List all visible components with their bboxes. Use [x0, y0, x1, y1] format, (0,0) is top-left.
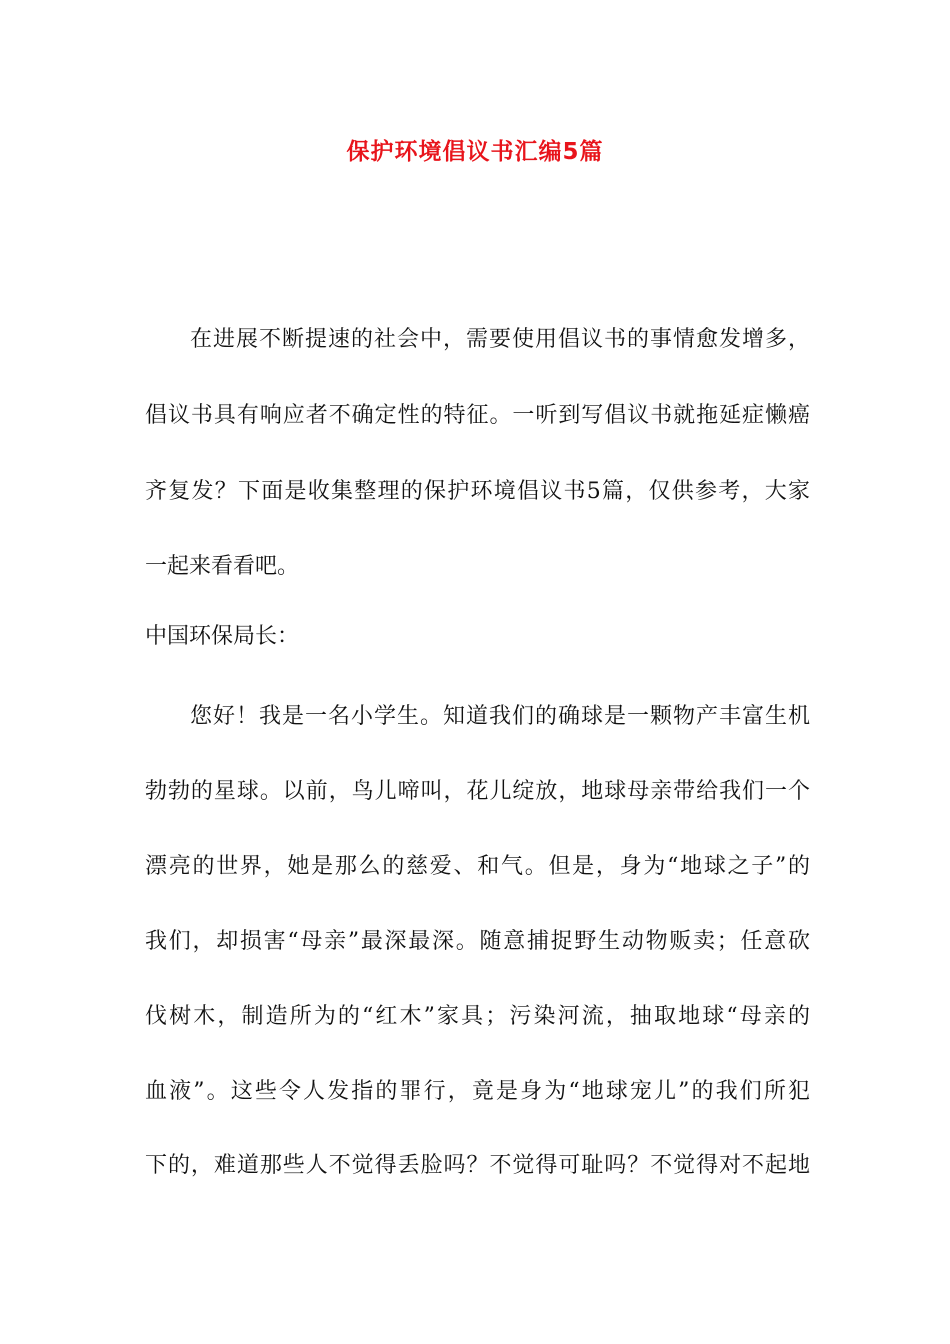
paragraph-line: 伐树木，制造所为的“红木”家具；污染河流，抽取地球“母亲的: [145, 1004, 810, 1029]
paragraph-line: 血液”。这些令人发指的罪行，竟是身为“地球宠儿”的我们所犯: [145, 1079, 810, 1104]
document-title: 保护环境倡议书汇编5篇: [346, 139, 604, 165]
paragraph-line: 倡议书具有响应者不确定性的特征。一听到写倡议书就拖延症懒癌: [145, 403, 810, 428]
paragraph-line: 我们，却损害“母亲”最深最深。随意捕捉野生动物贩卖；任意砍: [145, 929, 810, 954]
paragraph-line: 在进展不断提速的社会中，需要使用倡议书的事情愈发增多，: [190, 327, 810, 352]
paragraph-line: 您好！我是一名小学生。知道我们的确球是一颗物产丰富生机: [190, 704, 810, 729]
paragraph-line: 齐复发？下面是收集整理的保护环境倡议书5篇，仅供参考，大家: [145, 479, 810, 504]
paragraph-line: 漂亮的世界，她是那么的慈爱、和气。但是，身为“地球之子”的: [145, 854, 810, 879]
paragraph-line: 勃勃的星球。以前，鸟儿啼叫，花儿绽放，地球母亲带给我们一个: [145, 779, 810, 804]
salutation-line: 中国环保局长：: [145, 624, 300, 649]
paragraph-line: 一起来看看吧。: [145, 554, 300, 579]
paragraph-line: 下的，难道那些人不觉得丢脸吗？不觉得可耻吗？不觉得对不起地: [145, 1153, 810, 1178]
